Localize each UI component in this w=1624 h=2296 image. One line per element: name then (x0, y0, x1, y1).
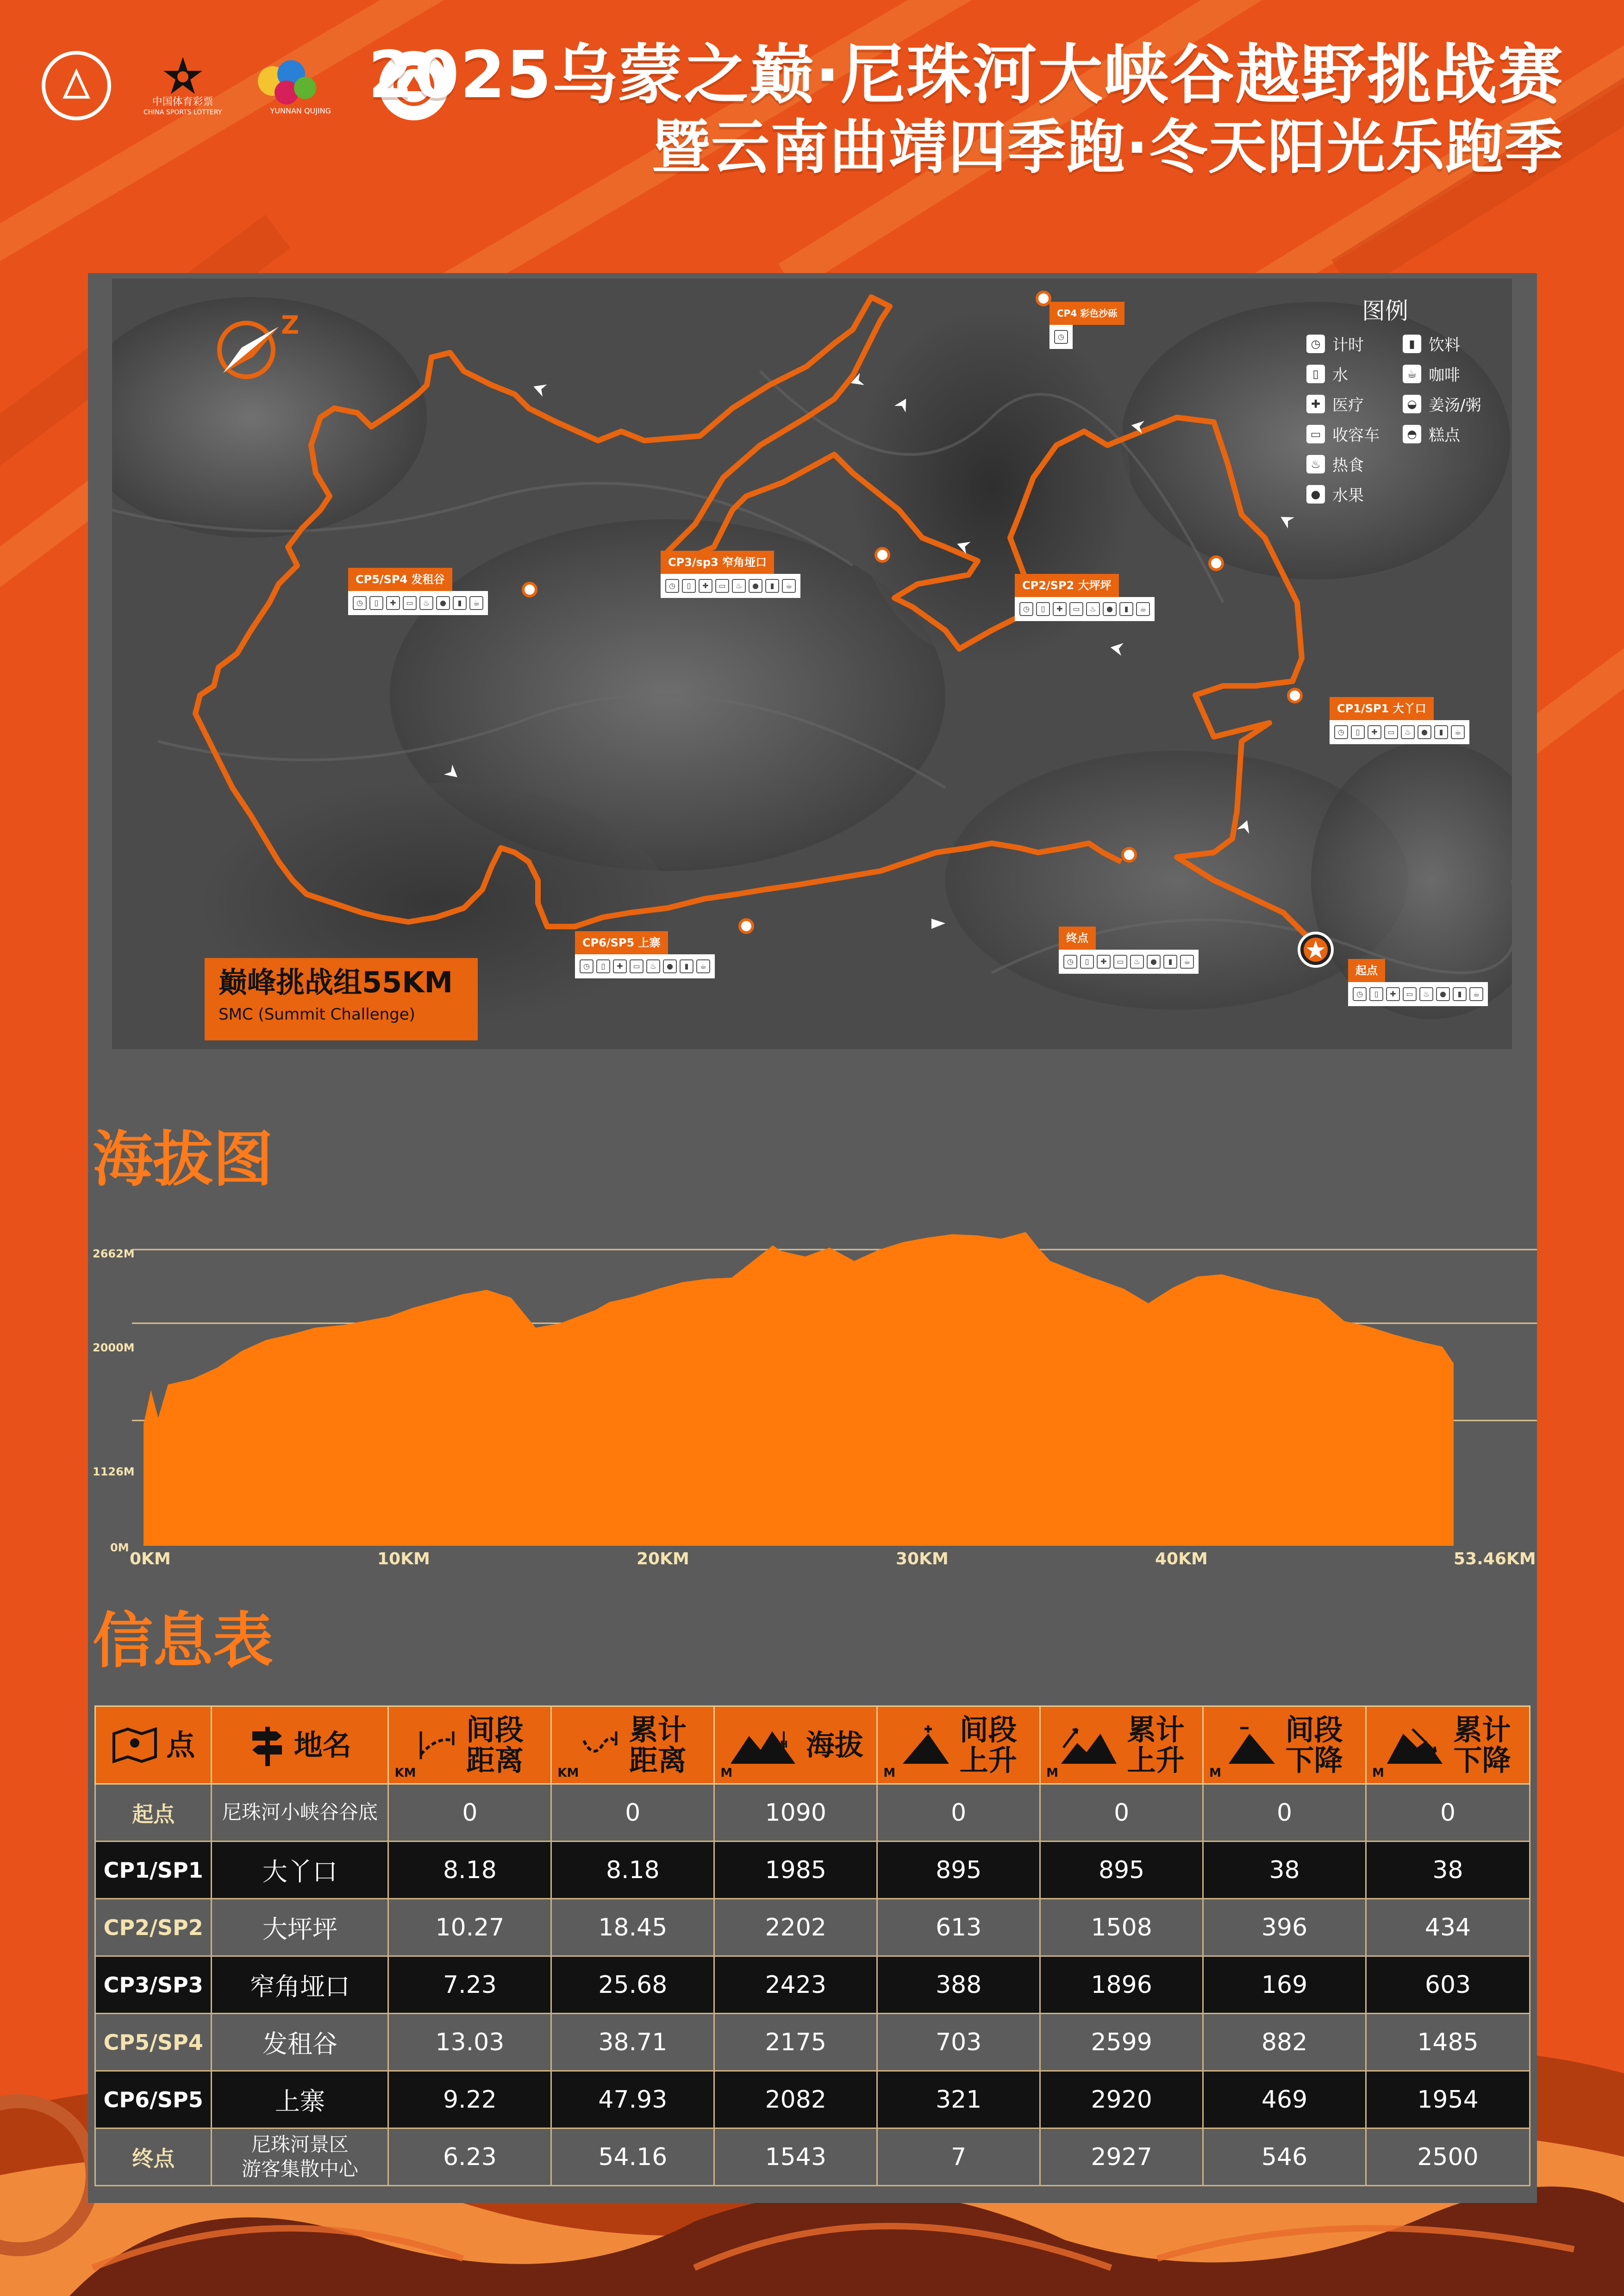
start-label: 起点 (1348, 959, 1385, 982)
legend-item-soup: ◒ 姜汤/粥 (1403, 392, 1481, 415)
hot-food-icon: ♨ (1419, 987, 1433, 1001)
hot-food-icon: ♨ (1086, 602, 1100, 616)
table-row: 终点 尼珠河景区 游客集散中心 6.23 54.16 1543 7 2927 546 2500 (95, 2128, 1530, 2186)
bus-icon: ▭ (630, 959, 643, 973)
medical-icon: ✚ (1306, 395, 1325, 413)
clock-icon: ◷ (1054, 330, 1068, 344)
th-segment-ascent: 间段 上升 M (877, 1706, 1040, 1784)
bus-icon: ▭ (1306, 425, 1325, 443)
bus-icon: ▭ (403, 596, 417, 610)
elevation-chart (88, 273, 1537, 1569)
drink-icon: ▮ (1434, 725, 1448, 739)
svg-text:Z: Z (281, 311, 300, 340)
group-title: 巅峰挑战组55KM (219, 965, 453, 999)
clock-icon: ◷ (1063, 955, 1077, 969)
clock-icon: ◷ (1334, 725, 1348, 739)
bus-icon: ▭ (1113, 955, 1127, 969)
fruit-icon: ● (749, 579, 762, 593)
fruit-icon: ● (1436, 987, 1450, 1001)
coffee-icon: ☕ (1136, 602, 1150, 616)
cp1-label: CP1/SP1 大丫口 (1330, 697, 1434, 720)
y-tick-2662: 2662M (93, 1247, 135, 1260)
medical-icon: ✚ (699, 579, 712, 593)
water-icon: ▯ (369, 596, 383, 610)
cp2-label: CP2/SP2 大坪坪 (1015, 574, 1119, 597)
hot-food-icon: ♨ (646, 959, 660, 973)
th-cumulative-ascent: 累计 上升 M (1040, 1706, 1203, 1784)
medical-icon: ✚ (1053, 602, 1067, 616)
table-header-row (95, 1706, 1530, 1784)
bus-icon: ▭ (1384, 725, 1398, 739)
th-cumulative-distance: 累计 距离 KM (551, 1706, 714, 1784)
coffee-icon: ☕ (696, 959, 710, 973)
segment-distance-icon (416, 1727, 458, 1764)
x-tick-10: 10KM (377, 1549, 430, 1568)
medical-icon: ✚ (1368, 725, 1381, 739)
hot-food-icon: ♨ (1306, 455, 1325, 473)
hot-food-icon: ♨ (732, 579, 746, 593)
drink-icon: ▮ (1119, 602, 1133, 616)
legend-item-timing: ◷ 计时 (1306, 332, 1380, 355)
table-row: CP1/SP1 大丫口 8.18 8.18 1985 895 895 38 38 (95, 1842, 1530, 1899)
fruit-icon: ● (663, 959, 677, 973)
drink-icon: ▮ (765, 579, 779, 593)
fruit-icon: ● (1103, 602, 1117, 616)
association-logo (42, 51, 111, 120)
cp4-label: CP4 彩色沙砾 (1049, 302, 1124, 325)
water-icon: ▯ (1306, 365, 1325, 383)
cumulative-descent-icon (1385, 1724, 1445, 1766)
signpost-icon (249, 1724, 286, 1766)
coffee-icon: ☕ (1180, 955, 1194, 969)
cp3-label: CP3/sp3 窄角垭口 (661, 551, 774, 574)
drink-icon: ▮ (1403, 335, 1421, 353)
x-tick-53: 53.46KM (1454, 1549, 1536, 1568)
legend-item-fruit: ● 水果 (1306, 483, 1380, 505)
group-subtitle: SMC (Summit Challenge) (219, 1005, 415, 1024)
fruit-icon: ● (1306, 485, 1325, 504)
cumulative-ascent-icon (1059, 1724, 1119, 1766)
fruit-icon: ● (1147, 955, 1161, 969)
th-altitude: H 海拔 M (714, 1706, 877, 1784)
title-line-1: 2025乌蒙之巅·尼珠河大峡谷越野挑战赛 (368, 37, 1564, 113)
drink-icon: ▮ (453, 596, 467, 610)
fruit-icon: ● (1418, 725, 1431, 739)
th-cumulative-descent: 累计 下降 M (1366, 1706, 1530, 1784)
hot-food-icon: ♨ (1130, 955, 1144, 969)
legend-item-coffee: ☕ 咖啡 (1403, 362, 1481, 385)
clock-icon: ◷ (353, 596, 367, 610)
content-panel (88, 273, 1537, 2203)
water-icon: ▯ (596, 959, 610, 973)
medical-icon: ✚ (613, 959, 627, 973)
legend-item-bus: ▭ 收容车 (1306, 423, 1380, 445)
coffee-icon: ☕ (1451, 725, 1465, 739)
cumulative-distance-icon (579, 1727, 621, 1764)
qujing-four-season-logo: YUNNAN QUJING (254, 56, 347, 115)
coffee-icon: ☕ (469, 596, 483, 610)
legend-item-water: ▯ 水 (1306, 362, 1380, 385)
info-table (94, 1705, 1530, 2186)
hot-food-icon: ♨ (419, 596, 433, 610)
water-icon: ▯ (682, 579, 696, 593)
qujing-flower-icon (254, 56, 347, 106)
table-row: CP6/SP5 上寨 9.22 47.93 2082 321 2920 469 1954 (95, 2071, 1530, 2128)
poster-title (368, 37, 1564, 182)
y-tick-2000: 2000M (93, 1341, 135, 1354)
y-tick-1126: 1126M (93, 1465, 135, 1478)
medical-icon: ✚ (386, 596, 400, 610)
bus-icon: ▭ (1403, 987, 1417, 1001)
table-row: CP3/SP3 窄角垭口 7.23 25.68 2423 388 1896 169 603 (95, 1956, 1530, 2014)
water-icon: ▯ (1351, 725, 1365, 739)
legend-item-hot-food: ♨ 热食 (1306, 453, 1380, 475)
soup-icon: ◒ (1403, 395, 1421, 413)
coffee-icon: ☕ (782, 579, 796, 593)
fruit-icon: ● (436, 596, 450, 610)
segment-ascent-icon (900, 1724, 951, 1766)
clock-icon: ◷ (1353, 987, 1367, 1001)
th-segment-descent: 间段 下降 M (1203, 1706, 1366, 1784)
x-tick-40: 40KM (1155, 1549, 1208, 1568)
map-pin-icon (112, 1727, 158, 1764)
legend-item-medical: ✚ 医疗 (1306, 392, 1380, 415)
legend-item-drink: ▮ 饮料 (1403, 332, 1481, 355)
cp5-label: CP5/SP4 发租谷 (348, 568, 452, 591)
mountain-icon (728, 1724, 798, 1766)
clock-icon: ◷ (1306, 335, 1325, 353)
elevation-area (144, 1232, 1454, 1546)
elevation-title: 海拔图 (93, 1124, 274, 1195)
th-point: 点 (95, 1706, 212, 1784)
clock-icon: ◷ (580, 959, 593, 973)
svg-text:H: H (780, 1738, 788, 1750)
china-sports-lottery-logo: 中国体育彩票 CHINA SPORTS LOTTERY (144, 55, 222, 116)
drink-icon: ▮ (1453, 987, 1467, 1001)
cake-icon: ◓ (1403, 425, 1421, 443)
table-row: 起点 尼珠河小峡谷谷底 0 0 1090 0 0 0 0 (95, 1784, 1530, 1842)
table-row: CP5/SP4 发租谷 13.03 38.71 2175 703 2599 882 1485 (95, 2014, 1530, 2071)
water-icon: ▯ (1369, 987, 1383, 1001)
x-tick-0: 0KM (130, 1549, 171, 1568)
finish-label: 终点 (1059, 927, 1096, 950)
water-icon: ▯ (1036, 602, 1050, 616)
bus-icon: ▭ (1069, 602, 1083, 616)
medical-icon: ✚ (1386, 987, 1400, 1001)
x-tick-20: 20KM (637, 1549, 689, 1568)
drink-icon: ▮ (1163, 955, 1177, 969)
table-title: 信息表 (93, 1605, 274, 1676)
drink-icon: ▮ (680, 959, 693, 973)
th-place: 地名 (212, 1706, 388, 1784)
clock-icon: ◷ (665, 579, 679, 593)
title-line-2: 暨云南曲靖四季跑·冬天阳光乐跑季 (652, 113, 1564, 182)
medical-icon: ✚ (1097, 955, 1111, 969)
y-tick-0: 0M (110, 1541, 129, 1554)
bus-icon: ▭ (715, 579, 729, 593)
x-tick-30: 30KM (896, 1549, 949, 1568)
hot-food-icon: ♨ (1401, 725, 1415, 739)
legend-title: 图例 (1362, 298, 1408, 324)
table-row: CP2/SP2 大坪坪 10.27 18.45 2202 613 1508 396 434 (95, 1899, 1530, 1956)
clock-icon: ◷ (1019, 602, 1033, 616)
water-icon: ▯ (1080, 955, 1094, 969)
th-segment-distance: 间段 距离 KM (388, 1706, 551, 1784)
star-icon (162, 55, 204, 96)
cp6-label: CP6/SP5 上寨 (575, 931, 668, 954)
segment-descent-icon (1226, 1724, 1277, 1766)
coffee-icon: ☕ (1403, 365, 1421, 383)
legend-item-cake: ◓ 糕点 (1403, 423, 1481, 445)
coffee-icon: ☕ (1469, 987, 1483, 1001)
